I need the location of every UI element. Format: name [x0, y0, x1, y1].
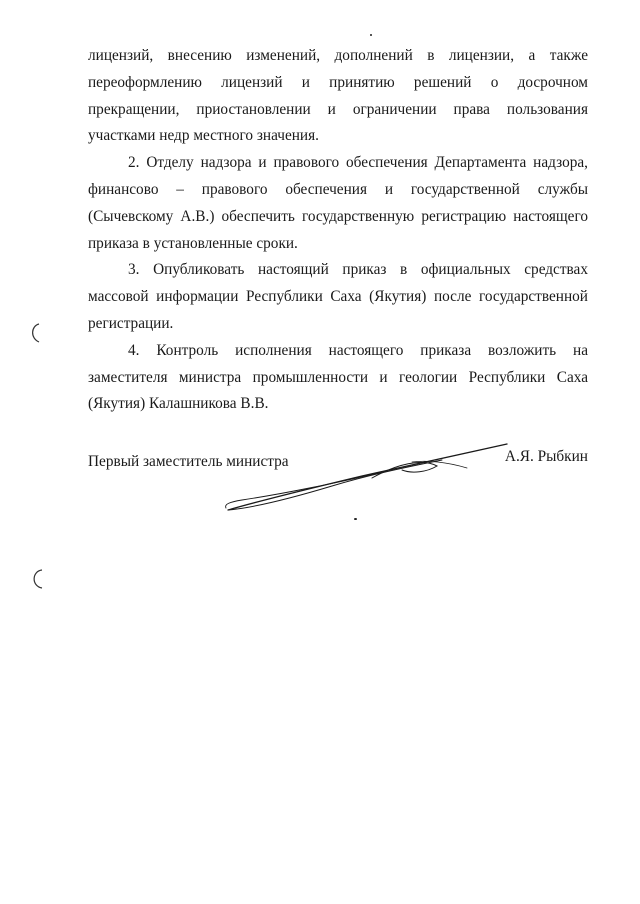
scan-speck [354, 518, 357, 520]
signatory-position: Первый заместитель министра [88, 453, 289, 470]
punch-hole-mark [28, 322, 42, 344]
document-body [88, 43, 588, 418]
signatory-name: А.Я. Рыбкин [504, 448, 588, 465]
paragraph-3: 3. Опубликовать настоящий приказ в официальных средствах массовой информации Республики Саха (Якутия) после государственной регистрации. [88, 261, 588, 332]
scan-speck [370, 34, 372, 36]
paragraph-2: 2. Отделу надзора и правового обеспечения Департамента надзора, финансово – правового обеспечения и государственной службы (Сычевскому А.В.) обеспечить государственную регистрацию настоящего приказа в установленные сроки. [88, 154, 588, 252]
paragraph-4: 4. Контроль исполнения настоящего приказа возложить на заместителя министра промышленности и геологии Республики Саха (Якутия) Калашникова В.В. [88, 341, 588, 413]
punch-hole-mark [30, 568, 44, 590]
handwritten-signature [222, 438, 512, 518]
paragraph-continued: лицензий, внесению изменений, дополнений в лицензии, а также переоформлению лицензий и принятию решений о досрочном прекращении, приостановлении и ограничении права пользования участками недр местного значения. [88, 47, 588, 145]
